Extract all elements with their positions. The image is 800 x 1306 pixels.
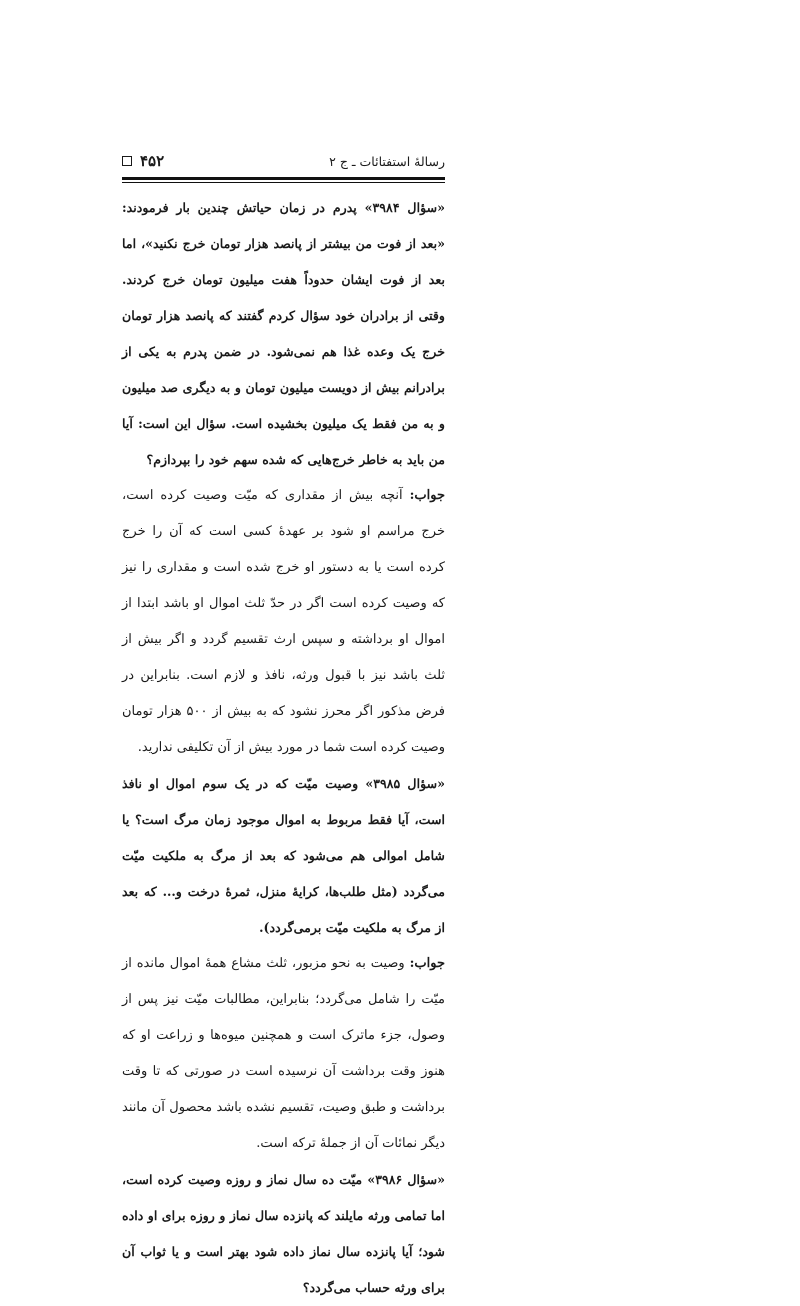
answer-label: جواب: (409, 956, 445, 971)
answer-paragraph (122, 478, 445, 766)
question-text: میّت ده سال نماز و روزه وصیت کرده است، اما تمامی ورثه مایلند که پانزده سال نماز و روزه برای او داده شود؛ آیا پانزده سال نماز داده شود بهتر است و یا ثواب آن برای ورثه حساب می‌گردد؟ (122, 1172, 445, 1295)
header-rule-thin (122, 182, 445, 183)
answer-text: وصیت به نحو مزبور، ثلث مشاع همهٔ اموال مانده از میّت را شامل می‌گردد؛ بنابراین، مطالبات میّت نیز پس از وصول، جزء ماترک است و همچنین میوه‌ها و زراعت او که هنوز وقت برداشت آن نرسیده است در صورتی که تا وقت برداشت و طبق وصیت، تقسیم نشده باشد محصول آن مانند دیگر نمائات آن از جملهٔ ترکه است. (122, 956, 445, 1151)
body-text (122, 190, 445, 1306)
question-label: «سؤال ۳۹۸۵» (365, 776, 446, 791)
answer-paragraph (122, 946, 445, 1162)
question-text: وصیت میّت که در یک سوم اموال او نافذ است، آیا فقط مربوط به اموال موجود زمان مرگ است؟ یا شامل اموالی هم می‌شود که بعد از مرگ به ملکیت میّت می‌گردد (مثل طلب‌ها، کرایهٔ منزل، ثمرهٔ درخت و... که بعد از مرگ به ملکیت میّت برمی‌گردد). (122, 776, 445, 935)
page-header (122, 150, 445, 172)
page-number-text: ۴۵۲ (140, 152, 165, 170)
question-paragraph (122, 1162, 445, 1306)
square-bullet-icon (122, 156, 132, 166)
header-rule-thick (122, 177, 445, 180)
question-text: پدرم در زمان حیاتش چندین بار فرمودند: «بعد از فوت من بیشتر از پانصد هزار تومان خرج نکنید»، اما بعد از فوت ایشان حدوداً هفت میلیون تومان خرج کردند. وقتی از برادران خود سؤال کردم گفتند که پانصد هزار تومان خرج یک وعده غذا هم نمی‌شود. در ضمن پدرم به یکی از برادرانم بیش از دویست میلیون تومان و به دیگری صد میلیون و به من فقط یک میلیون بخشیده است. سؤال این است: آیا من باید به خاطر خرج‌هایی که شده سهم خود را بپردازم؟ (122, 200, 445, 467)
question-paragraph (122, 190, 445, 478)
page-number (122, 152, 164, 170)
question-paragraph (122, 766, 445, 946)
running-title: رسالهٔ استفتائات ـ ج ۲ (329, 153, 445, 169)
answer-text: آنچه بیش از مقداری که میّت وصیت کرده است، خرج مراسم او شود بر عهدهٔ کسی است که آن را خرج کرده است یا به دستور او خرج شده است و مقداری را نیز که وصیت کرده است اگر در حدّ ثلث اموال او باشد ابتدا از اموال او برداشته و سپس ارث تقسیم گردد و اگر بیش از ثلث باشد نیز با قبول ورثه، نافذ و لازم است. بنابراین در فرض مذکور اگر محرز نشود که به بیش از ۵۰۰ هزار تومان وصیت کرده است شما در مورد بیش از آن تکلیفی ندارید. (122, 488, 445, 755)
answer-label: جواب: (409, 488, 446, 503)
question-label: «سؤال ۳۹۸۶» (367, 1172, 445, 1187)
question-label: «سؤال ۳۹۸۴» (364, 200, 445, 215)
